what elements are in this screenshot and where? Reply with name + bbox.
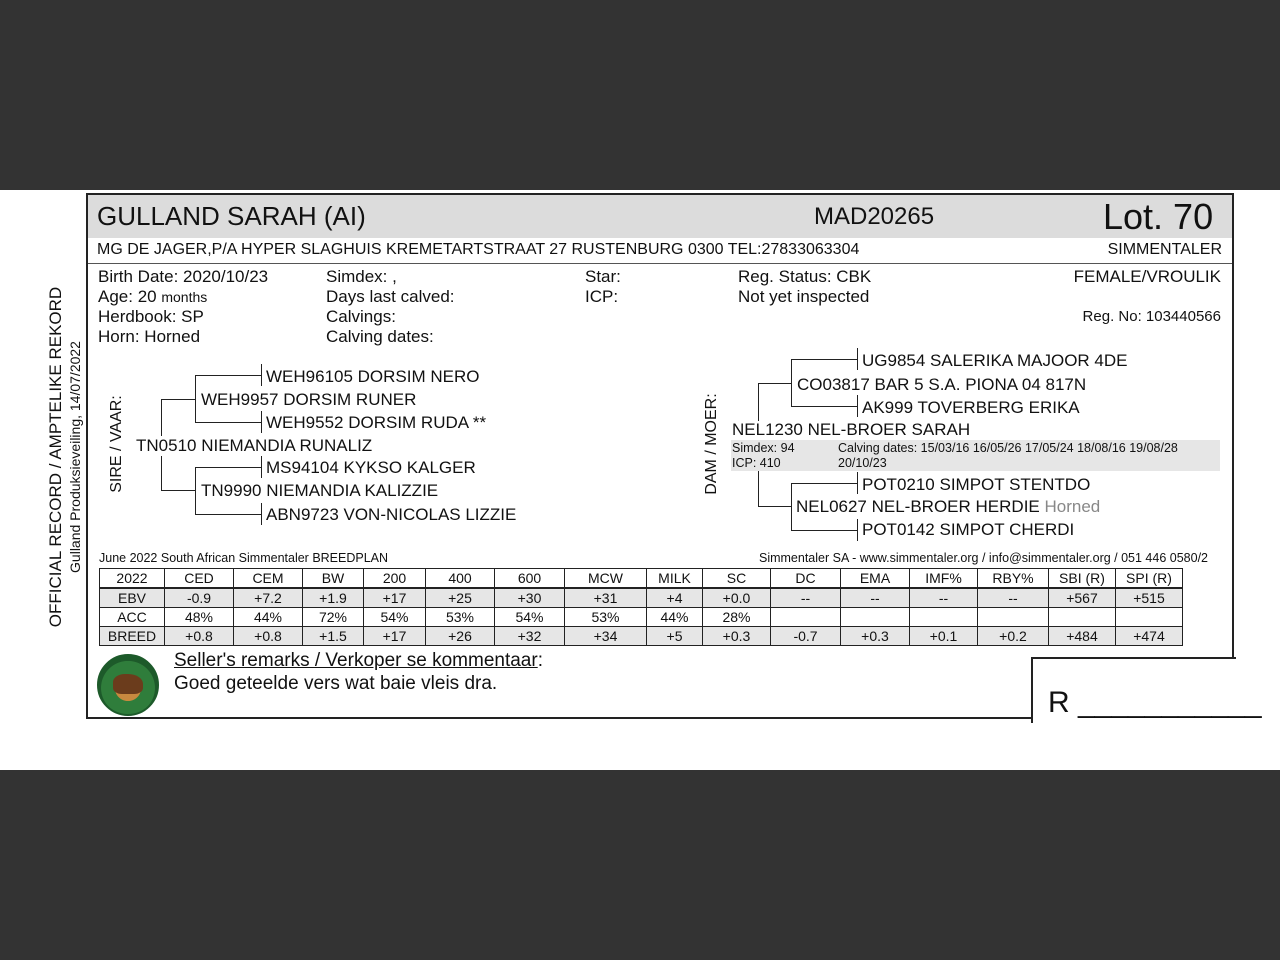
dam-icp: ICP: 410 — [732, 456, 781, 470]
birth-date: Birth Date: 2020/10/23 — [98, 267, 269, 286]
icp: ICP: — [585, 287, 619, 306]
sex: FEMALE/VROULIK — [1073, 267, 1221, 286]
breedplan-source: June 2022 South African Simmentaler BREEDPLAN — [99, 551, 389, 565]
remarks-text: Goed geteelde vers wat baie vleis dra. — [174, 673, 498, 694]
sire-sire: WEH9957 DORSIM RUNER — [201, 390, 417, 409]
dam-sire: CO03817 BAR 5 S.A. PIONA 04 817N — [797, 375, 1087, 394]
inspection-status: Not yet inspected — [738, 287, 870, 306]
table-row-acc: ACC 48% 44% 72% 54% 53% 54% 53% 44% 28% — [100, 608, 1183, 627]
sire-label: SIRE / VAAR: — [108, 395, 125, 493]
dam-sire-dam: AK999 TOVERBERG ERIKA — [862, 398, 1080, 417]
sire: TN0510 NIEMANDIA RUNALIZ — [136, 436, 373, 455]
remarks-heading: Seller's remarks / Verkoper se kommentaar: — [174, 650, 543, 671]
breed-label: SIMMENTALER — [1107, 241, 1222, 258]
dam-simdex: Simdex: 94 — [732, 441, 795, 455]
sire-sire-sire: WEH96105 DORSIM NERO — [266, 367, 480, 386]
star: Star: — [585, 267, 621, 286]
animal-name: GULLAND SARAH (AI) — [97, 201, 366, 231]
calving-dates: Calving dates: — [326, 327, 434, 346]
table-header-row: 2022 CED CEM BW 200 400 600 MCW MILK SC DC EMA IMF% RBY% SBI (R) SPI (R) — [100, 569, 1183, 589]
calvings: Calvings: — [326, 307, 396, 326]
price-field[interactable]: R ___________ — [1048, 686, 1262, 719]
sire-sire-dam: WEH9552 DORSIM RUDA ** — [266, 413, 487, 432]
dam: NEL1230 NEL-BROER SARAH — [732, 420, 971, 439]
simmentaler-logo — [97, 654, 159, 716]
sire-dam-sire: MS94104 KYKSO KALGER — [266, 458, 476, 477]
dam-sire-sire: UG9854 SALERIKA MAJOOR 4DE — [862, 351, 1128, 370]
dam-calving-dates-cont: 20/10/23 — [838, 456, 887, 470]
breedplan-contact: Simmentaler SA - www.simmentaler.org / info@simmentaler.org / 051 446 0580/2 — [758, 551, 1208, 565]
age: Age: 20 months — [98, 287, 208, 306]
reg-status: Reg. Status: CBK — [738, 267, 872, 286]
animal-code: MAD20265 — [814, 203, 935, 230]
table-row-ebv: EBV -0.9 +7.2 +1.9 +17 +25 +30 +31 +4 +0.0 -- -- -- -- +567 +515 — [100, 588, 1183, 608]
herdbook: Herdbook: SP — [98, 307, 204, 326]
sire-dam-dam: ABN9723 VON-NICOLAS LIZZIE — [266, 505, 517, 524]
dam-dam: NEL0627 NEL-BROER HERDIE Horned — [796, 497, 1101, 516]
breedplan-table — [99, 568, 1183, 646]
lot-number: Lot. 70 — [1103, 196, 1214, 237]
dam-dam-sire: POT0210 SIMPOT STENTDO — [862, 475, 1091, 494]
sale-label: Gulland Produksieveiling, 14/07/2022 — [67, 341, 83, 573]
official-record-label: OFFICIAL RECORD / AMPTELIKE REKORD — [46, 286, 65, 628]
dam-label: DAM / MOER: — [703, 393, 720, 495]
reg-number: Reg. No: 103440566 — [1082, 308, 1221, 325]
simdex: Simdex: , — [326, 267, 397, 286]
dam-dam-dam: POT0142 SIMPOT CHERDI — [862, 520, 1075, 539]
dam-calving-dates: Calving dates: 15/03/16 16/05/26 17/05/24 18/08/16 19/08/28 — [838, 441, 1178, 455]
horn-status: Horn: Horned — [98, 327, 201, 346]
owner-details: MG DE JAGER,P/A HYPER SLAGHUIS KREMETARTSTRAAT 27 RUSTENBURG 0300 TEL:27833063304 — [97, 241, 860, 258]
days-last-calved: Days last calved: — [326, 287, 455, 306]
table-row-breed: BREED +0.8 +0.8 +1.5 +17 +26 +32 +34 +5 +0.3 -0.7 +0.3 +0.1 +0.2 +484 +474 — [100, 627, 1183, 646]
sire-dam: TN9990 NIEMANDIA KALIZZIE — [201, 481, 439, 500]
